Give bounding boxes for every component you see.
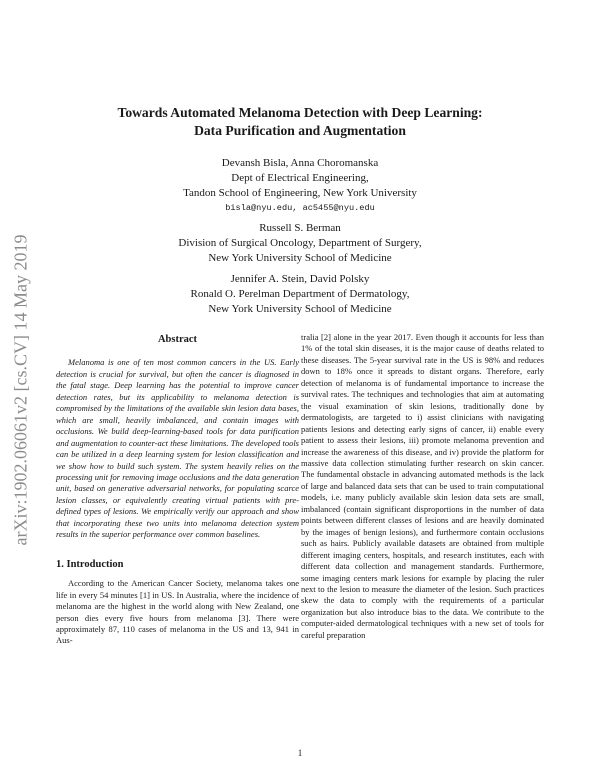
title-line-1: Towards Automated Melanoma Detection with Deep Learning: (117, 105, 483, 120)
abstract-text: Melanoma is one of ten most common cancers in the US. Early detection is crucial for survival, but often the cancer is diagnosed in the fatal stage. Deep learning has the potential to improve cancer detection rates, but its applicability to melanoma detection is compromised by the limitations of the available skin lesion data bases, which are small, heavily imbalanced, and contain images with occlusions. We build deep-learning-based tools for data purification and augmentation to counter-act these limitations. The developed tools can be utilized in a deep learning system for lesion classification and we show how to build such system. The system heavily relies on the processing unit for removing image occlusions and the data generation unit, based on generative adversarial networks, for populating scarce lesion classes, or equivalently creating virtual patients with pre-defined types of lesions. We empirically verify our approach and show that incorporating these two units into melanoma detection system results in the superior performance over common baselines. (56, 357, 299, 540)
author-affiliation-school: Tandon School of Engineering, New York University (183, 187, 417, 199)
right-column (301, 332, 544, 641)
author-affiliation-dept: Dept of Electrical Engineering, (231, 172, 369, 184)
author-group-1 (60, 156, 540, 215)
author-affiliation-dept: Division of Surgical Oncology, Department of Surgery, (178, 237, 422, 249)
left-column (56, 334, 299, 647)
author-group-3 (60, 272, 540, 317)
author-affiliation-school: New York University School of Medicine (208, 303, 392, 315)
author-affiliation-dept: Ronald O. Perelman Department of Dermatology, (190, 288, 410, 300)
section-heading-introduction: 1. Introduction (56, 558, 124, 570)
author-names: Jennifer A. Stein, David Polsky (230, 273, 370, 285)
page-number: 1 (297, 748, 303, 758)
introduction-paragraph-continued: tralia [2] alone in the year 2017. Even though it accounts for less than 1% of the total skin diseases, it is the major cause of deaths related to these diseases. The 5-year survival rate in the US is 98% and reduces down to 18% once it spreads to distant organs. Therefore, early detection of melanoma is of fundamental importance to increase the survival rates. The techniques and technologies that aim at automating the visual examination of skin lesions, traditionally done by dermatologists, are targeted to i) assist clinicians with navigating patients lesions and detecting early signs of cancer, ii) enable every patient to assess their lesions, iii) promote melanoma prevention and increase the awareness of this disease, and iv) provide the platform for massive data collection stimulating further research on skin cancer. The fundamental obstacle in advancing automated methods is the lack of large and balanced data sets that can be used to train computational models, i.e. many publicly available skin lesion data sets are small, imbalanced (contain significant disproportions in the number of data points between different classes of lesions and are heavily dominated by the images of benign lesions), and furthermore contain occlusions such as hairs. Publicly available datasets are obtained from multiple different imaging centers, hospitals, and research institutes, each with different data collection and management standards. Furthermore, some imaging centers mark lesions for example by placing the ruler next to the lesion to measure the diameter of the lesion. Such practices skew the data to comply with the requirements of a particular organization but also introduce bias to the data. We contribute to the computer-aided dermatological techniques with a new set of tools for careful preparation (301, 332, 544, 640)
abstract-heading: Abstract (157, 334, 198, 345)
author-block (60, 156, 540, 323)
author-names: Russell S. Berman (259, 222, 341, 234)
paper-title (60, 104, 540, 140)
arxiv-identifier[interactable] (6, 200, 36, 580)
author-group-2 (60, 221, 540, 266)
title-line-2: Data Purification and Augmentation (194, 123, 406, 138)
author-email[interactable]: bisla@nyu.edu, ac5455@nyu.edu (225, 203, 375, 213)
arxiv-identifier-text: arXiv:1902.06061v2 [cs.CV] 14 May 2019 (10, 234, 31, 546)
introduction-paragraph: According to the American Cancer Society, melanoma takes one life in every 54 minutes [1] in US. In Australia, where the incidence of melanoma are the highest in the world along with New Zealand, one person dies every five hours from melanoma [3]. There were approximately 87, 110 cases of melanoma in the US and 13, 941 in Aus- (56, 578, 299, 646)
author-names: Devansh Bisla, Anna Choromanska (221, 157, 379, 169)
author-affiliation-school: New York University School of Medicine (208, 252, 392, 264)
